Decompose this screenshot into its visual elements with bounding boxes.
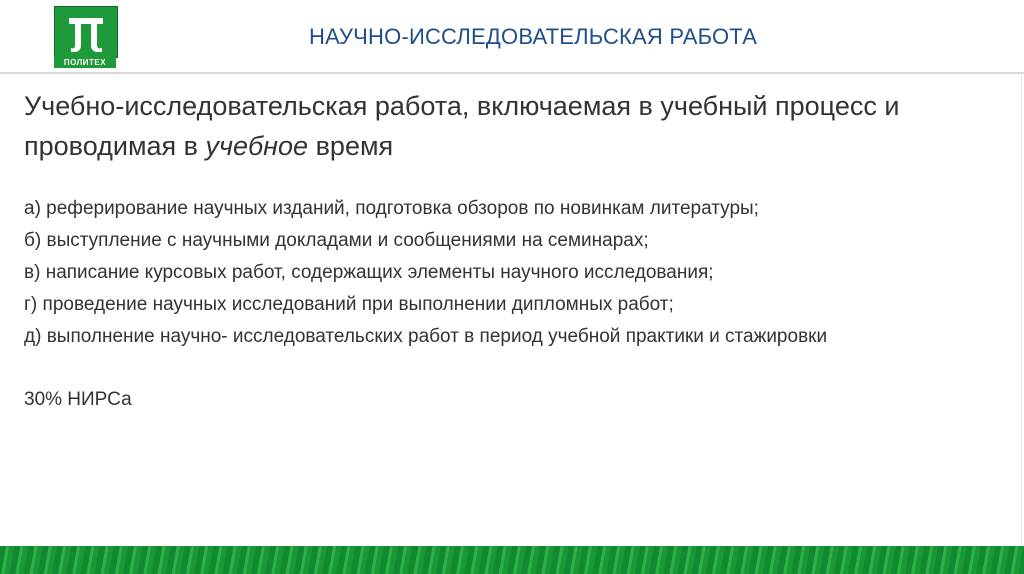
slide-heading [24, 86, 1004, 166]
slide-header [0, 0, 1024, 74]
heading-text-start: Учебно-исследовательская работа, включаемая в учебный процесс и проводимая в [24, 91, 900, 161]
right-border [1021, 74, 1022, 546]
footer-band [0, 546, 1024, 574]
page-title: НАУЧНО-ИССЛЕДОВАТЕЛЬСКАЯ РАБОТА [309, 24, 758, 49]
slide-body [24, 86, 1004, 416]
politech-logo [54, 6, 116, 68]
list-item: а) реферирование научных изданий, подготовка обзоров по новинкам литературы; [24, 198, 759, 219]
list-item: в) написание курсовых работ, содержащих элементы научного исследования; [24, 262, 714, 283]
nirs-share-note: 30% НИРСа [24, 389, 132, 410]
list-item: д) выполнение научно- исследовательских работ в период учебной практики и стажировки [24, 326, 828, 347]
list-item: г) проведение научных исследований при выполнении дипломных работ; [24, 294, 674, 315]
logo-caption: ПОЛИТЕХ [54, 57, 116, 68]
header-divider [0, 72, 1024, 74]
list-item: б) выступление с научными докладами и сообщениями на семинарах; [24, 230, 649, 251]
heading-italic-word: учебное [205, 131, 309, 161]
logo-emblem [54, 6, 118, 58]
heading-text-end: время [308, 131, 394, 161]
logo-pi-icon [61, 12, 111, 52]
activity-list [24, 193, 1004, 353]
